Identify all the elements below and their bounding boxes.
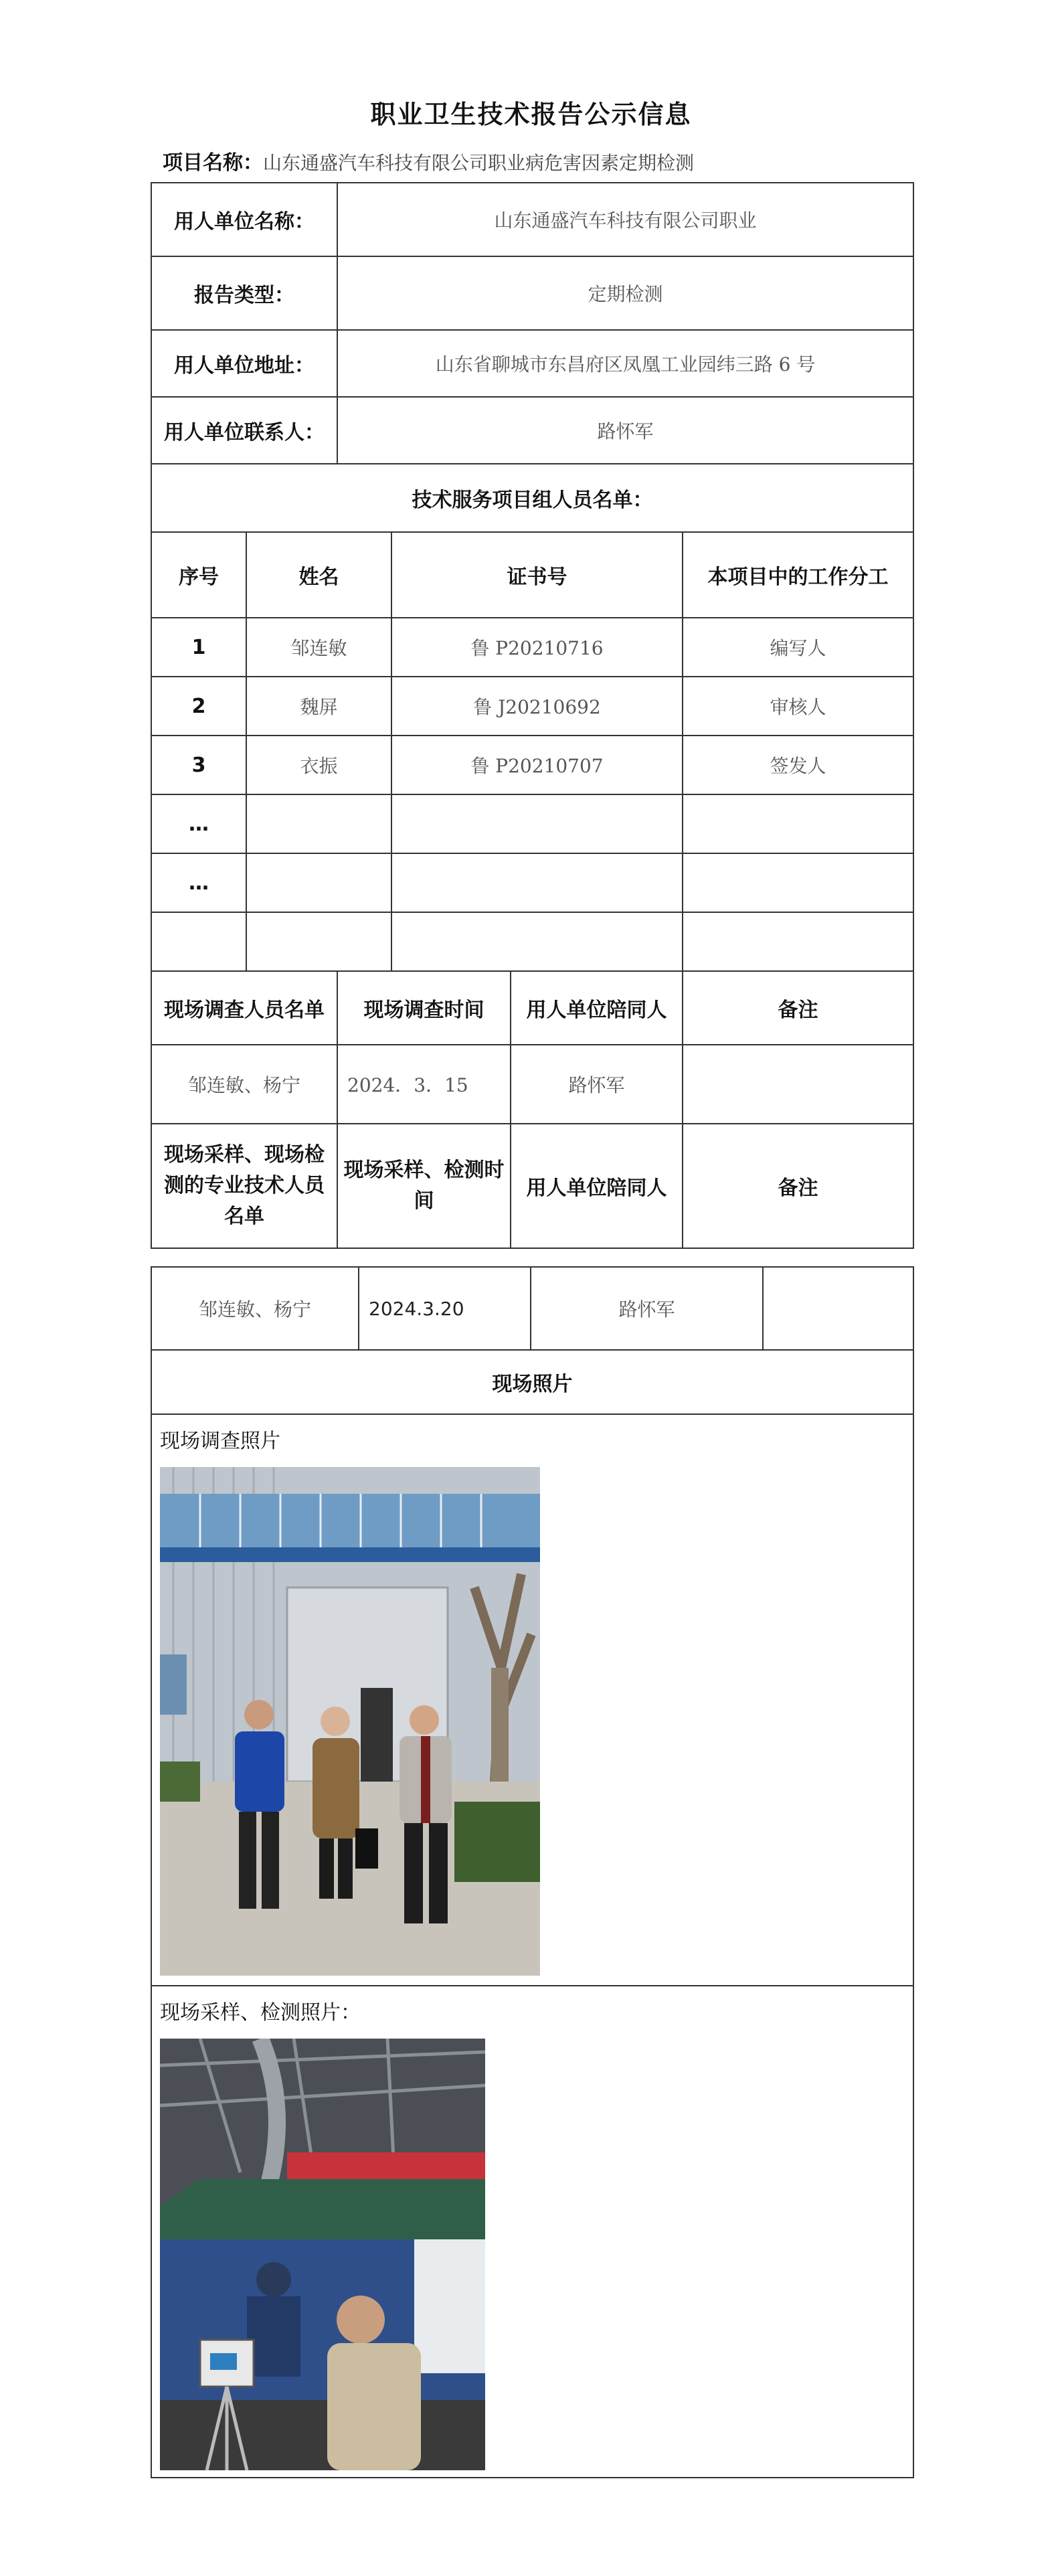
sampling-time: 2024.3.20 bbox=[359, 1267, 531, 1350]
project-line bbox=[163, 146, 694, 175]
cell-name: 衣振 bbox=[246, 736, 391, 794]
table-row bbox=[151, 618, 913, 677]
employer-value: 山东通盛汽车科技有限公司职业 bbox=[337, 183, 913, 256]
cell-name bbox=[246, 912, 391, 971]
cell-role bbox=[683, 794, 913, 853]
survey-photo-label: 现场调查照片 bbox=[160, 1430, 280, 1453]
sampling-header-remark: 备注 bbox=[683, 1124, 913, 1248]
cell-index: 2 bbox=[151, 677, 246, 736]
team-header-cert: 证书号 bbox=[391, 532, 683, 618]
cell-name bbox=[246, 794, 391, 853]
photo-table bbox=[151, 1266, 914, 2478]
cell-role bbox=[683, 912, 913, 971]
photos-heading: 现场照片 bbox=[151, 1350, 913, 1414]
sampling-header-escort: 用人单位陪同人 bbox=[511, 1124, 683, 1248]
team-header-role: 本项目中的工作分工 bbox=[683, 532, 913, 618]
sampling-photo-cell bbox=[151, 1986, 913, 2478]
cell-name bbox=[246, 853, 391, 912]
page-title: 职业卫生技术报告公示信息 bbox=[370, 100, 692, 129]
report-type-value: 定期检测 bbox=[337, 256, 913, 330]
cell-role: 编写人 bbox=[683, 618, 913, 677]
cell-index: … bbox=[151, 794, 246, 853]
sampling-header-time: 现场采样、检测时间 bbox=[337, 1124, 511, 1248]
survey-header-staff: 现场调查人员名单 bbox=[151, 971, 337, 1045]
survey-header-escort: 用人单位陪同人 bbox=[511, 971, 683, 1045]
table-row bbox=[151, 912, 913, 971]
address-value: 山东省聊城市东昌府区凤凰工业园纬三路 6 号 bbox=[337, 330, 913, 397]
survey-header-remark: 备注 bbox=[683, 971, 913, 1045]
survey-photo bbox=[160, 1467, 540, 1976]
report-type-label: 报告类型： bbox=[151, 256, 337, 330]
team-header-name: 姓名 bbox=[246, 532, 391, 618]
cell-cert bbox=[391, 853, 683, 912]
survey-photo-cell bbox=[151, 1414, 913, 1986]
team-heading: 技术服务项目组人员名单： bbox=[151, 464, 913, 532]
sampling-staff: 邹连敏、杨宁 bbox=[151, 1267, 359, 1350]
project-name: 山东通盛汽车科技有限公司职业病危害因素定期检测 bbox=[263, 152, 695, 174]
project-label: 项目名称： bbox=[163, 151, 263, 175]
cell-name: 邹连敏 bbox=[246, 618, 391, 677]
team-header-index: 序号 bbox=[151, 532, 246, 618]
survey-staff: 邹连敏、杨宁 bbox=[151, 1045, 337, 1124]
cell-cert bbox=[391, 794, 683, 853]
employer-label: 用人单位名称： bbox=[151, 183, 337, 256]
cell-index: 3 bbox=[151, 736, 246, 794]
sampling-photo-label: 现场采样、检测照片： bbox=[160, 2001, 361, 2025]
sampling-header-staff: 现场采样、现场检测的专业技术人员名单 bbox=[151, 1124, 337, 1248]
table-row bbox=[151, 853, 913, 912]
cell-index: … bbox=[151, 853, 246, 912]
survey-remark bbox=[683, 1045, 913, 1124]
cell-name: 魏屏 bbox=[246, 677, 391, 736]
cell-cert: 鲁 P20210716 bbox=[391, 618, 683, 677]
cell-role: 签发人 bbox=[683, 736, 913, 794]
table-row bbox=[151, 794, 913, 853]
cell-index: 1 bbox=[151, 618, 246, 677]
sampling-remark bbox=[763, 1267, 913, 1350]
contact-value: 路怀军 bbox=[337, 397, 913, 464]
cell-cert: 鲁 J20210692 bbox=[391, 677, 683, 736]
cell-role bbox=[683, 853, 913, 912]
cell-index bbox=[151, 912, 246, 971]
cell-cert bbox=[391, 912, 683, 971]
survey-time: 2024．3．15 bbox=[337, 1045, 511, 1124]
sampling-photo bbox=[160, 2039, 485, 2470]
table-row bbox=[151, 736, 913, 794]
cell-role: 审核人 bbox=[683, 677, 913, 736]
table-row bbox=[151, 677, 913, 736]
address-label: 用人单位地址： bbox=[151, 330, 337, 397]
sampling-escort: 路怀军 bbox=[531, 1267, 763, 1350]
contact-label: 用人单位联系人： bbox=[151, 397, 337, 464]
report-info-table bbox=[151, 182, 914, 1249]
cell-cert: 鲁 P20210707 bbox=[391, 736, 683, 794]
survey-escort: 路怀军 bbox=[511, 1045, 683, 1124]
survey-header-time: 现场调查时间 bbox=[337, 971, 511, 1045]
